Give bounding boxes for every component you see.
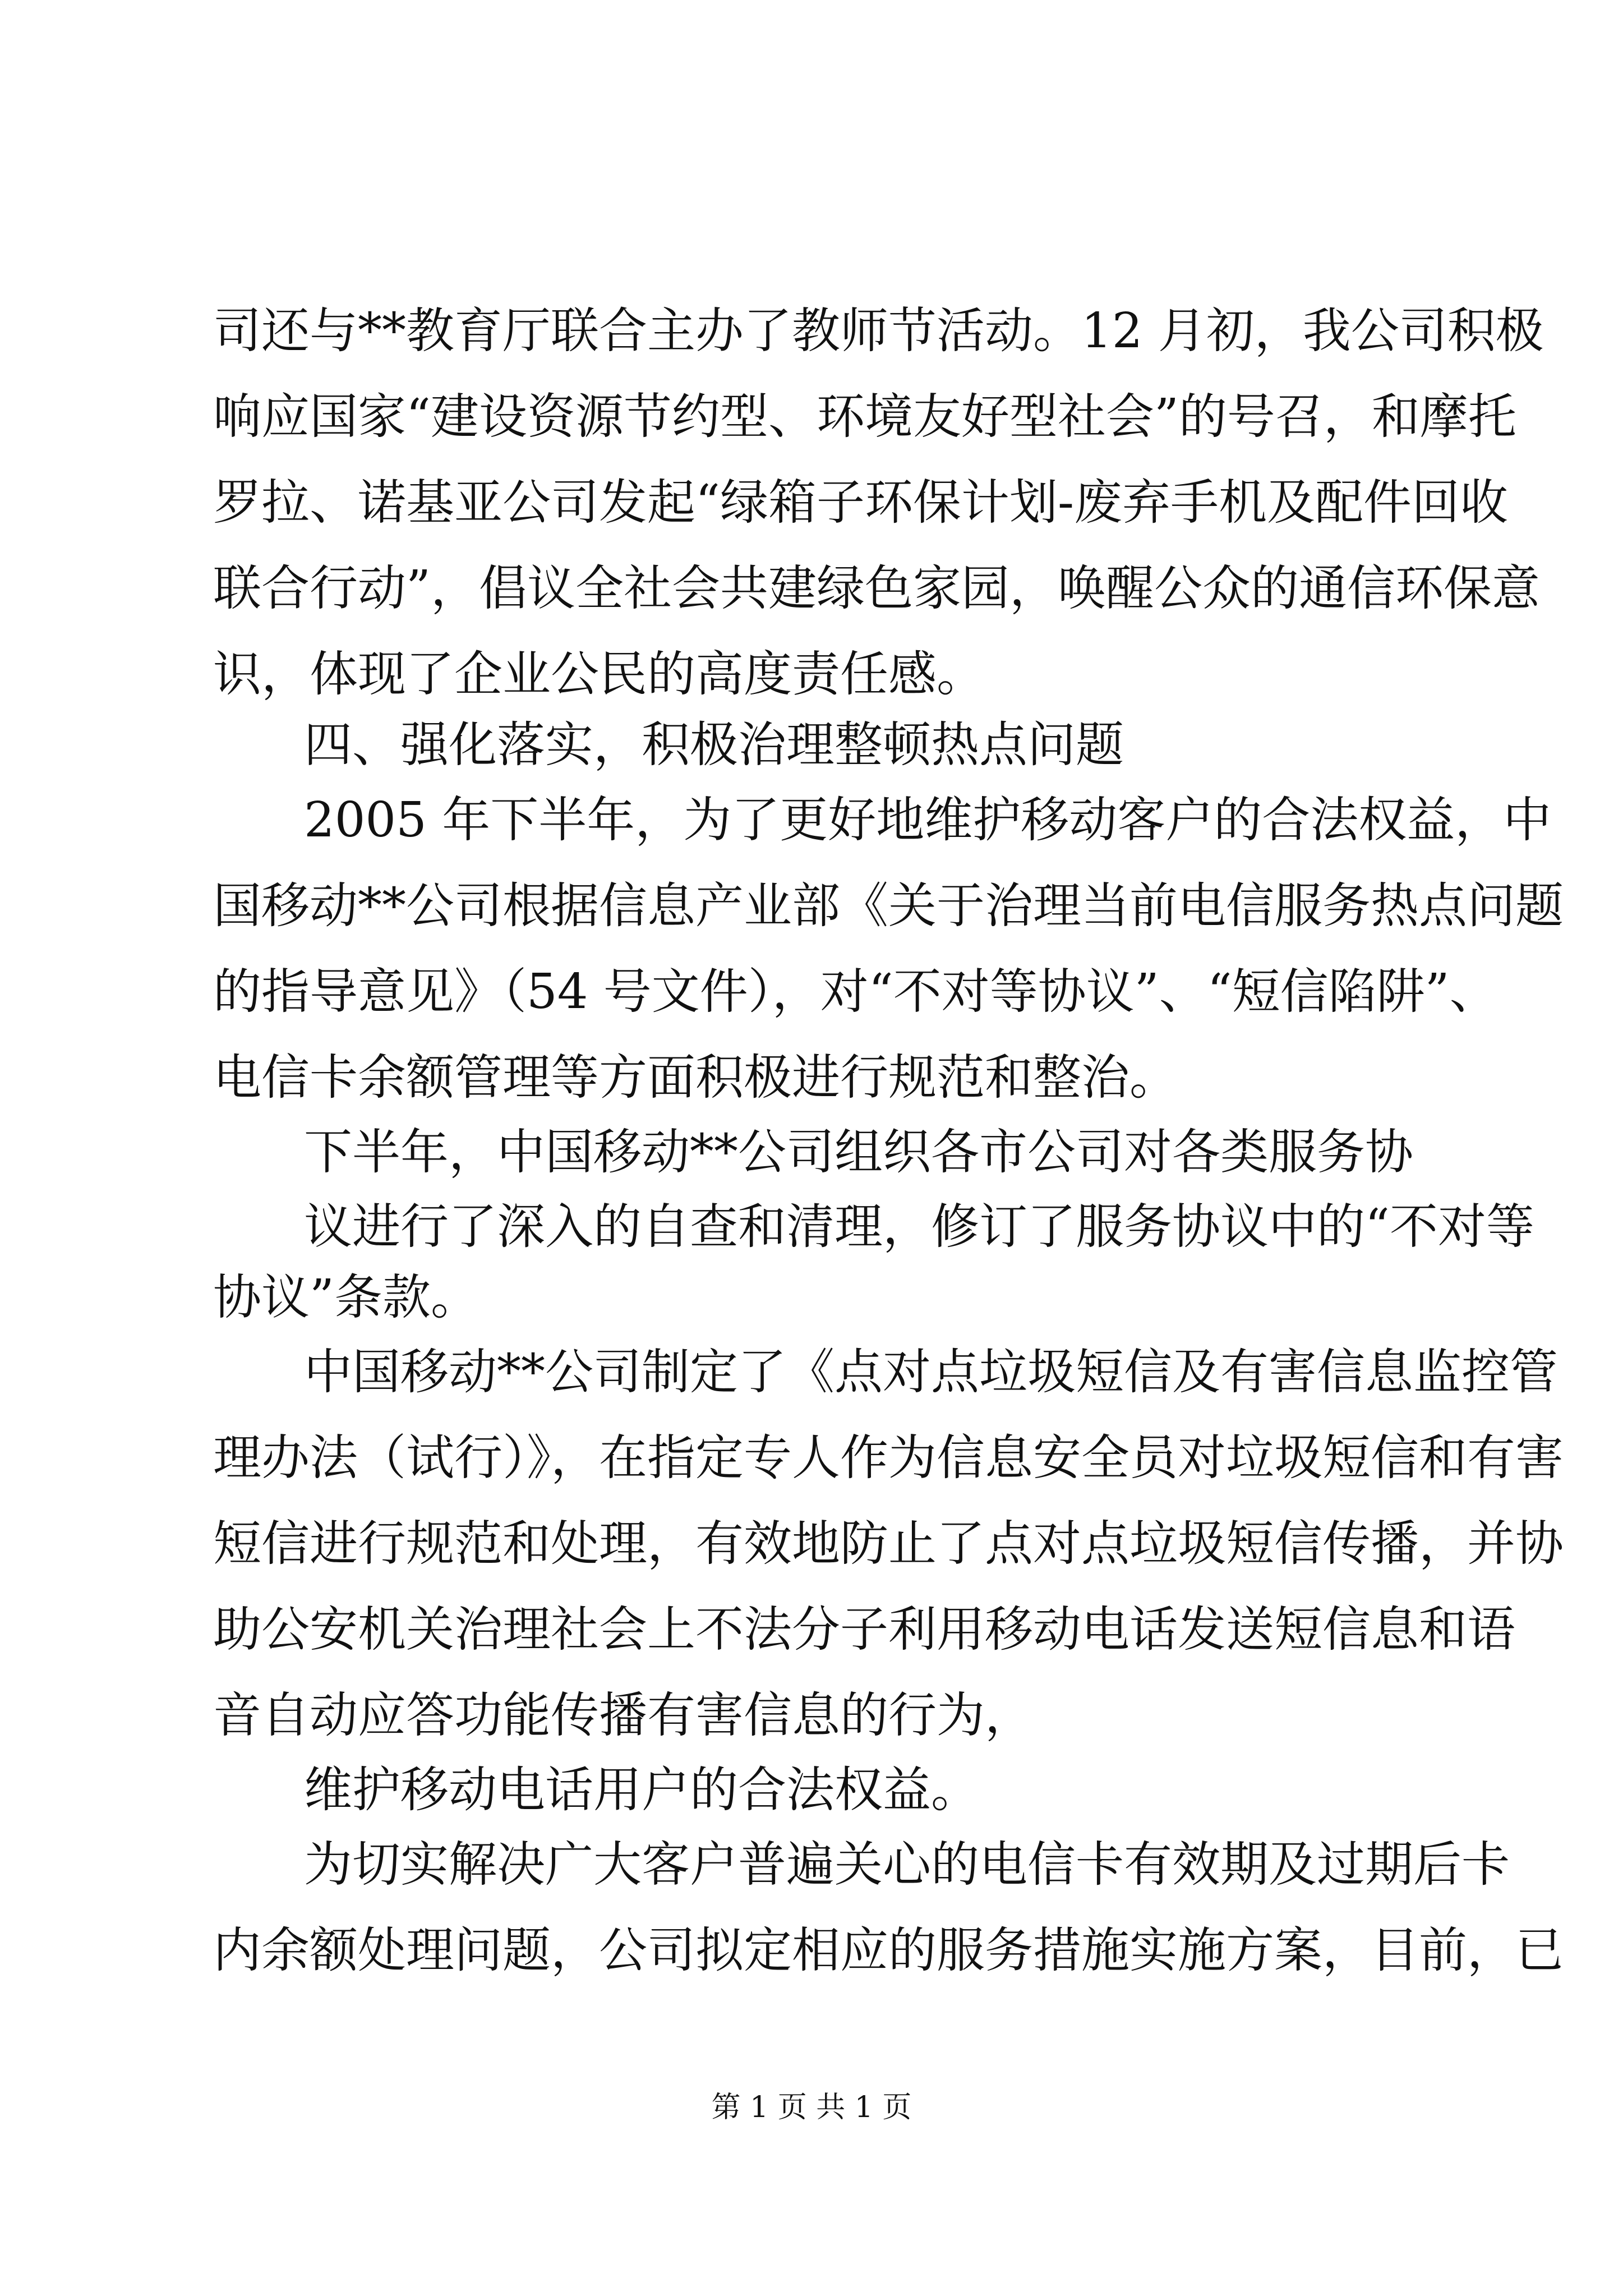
text-line: 联合行动”，倡议全社会共建绿色家园，唤醒公众的通信环保意 (213, 560, 1540, 616)
text-line: 响应国家“建设资源节约型、环境友好型社会”的号召，和摩托 (213, 389, 1516, 445)
text-line: 的指导意见》（54 号文件），对“不对等协议”、“短信陷阱”、 (213, 964, 1498, 1020)
text-line: 为切实解决广大客户普遍关心的电信卡有效期及过期后卡 (304, 1837, 1510, 1893)
text-line: 短信进行规范和处理，有效地防止了点对点垃圾短信传播，并协 (213, 1516, 1564, 1572)
text-line: 中国移动**公司制定了《点对点垃圾短信及有害信息监控管 (304, 1344, 1558, 1400)
text-line: 电信卡余额管理等方面积极进行规范和整治。 (213, 1050, 1178, 1106)
text-line: 2005 年下半年，为了更好地维护移动客户的合法权益，中 (304, 792, 1552, 848)
text-line: 维护移动电话用户的合法权益。 (304, 1762, 979, 1818)
text-line: 内余额处理问题，公司拟定相应的服务措施实施方案，目前，已 (213, 1922, 1564, 1978)
text-line: 罗拉、诺基亚公司发起“绿箱子环保计划-废弃手机及配件回收 (213, 475, 1509, 531)
text-line: 助公安机关治理社会上不法分子利用移动电话发送短信息和语 (213, 1602, 1515, 1658)
text-line: 识，体现了企业公民的高度责任感。 (213, 646, 985, 702)
text-line: 议进行了深入的自查和清理，修订了服务协议中的“不对等 (304, 1199, 1534, 1255)
text-line: 理办法（试行）》，在指定专人作为信息安全员对垃圾短信和有害 (213, 1430, 1564, 1486)
text-line: 司还与**教育厅联合主办了教师节活动。12 月初，我公司积极 (213, 303, 1544, 359)
text-line: 音自动应答功能传播有害信息的行为， (213, 1687, 1033, 1743)
text-line: 协议”条款。 (213, 1269, 479, 1326)
section-heading: 四、强化落实，积极治理整顿热点问题 (304, 717, 1124, 773)
text-line: 国移动**公司根据信息产业部《关于治理当前电信服务热点问题 (213, 878, 1564, 934)
text-line: 下半年，中国移动**公司组织各市公司对各类服务协 (304, 1124, 1413, 1180)
page-footer: 第 1 页 共 1 页 (711, 2091, 912, 2124)
